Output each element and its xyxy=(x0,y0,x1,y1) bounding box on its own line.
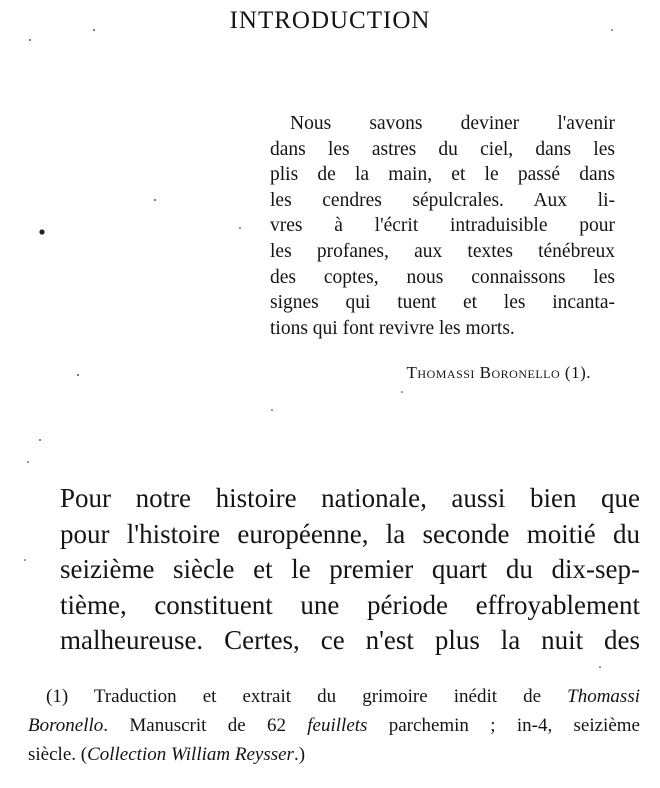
footnote-italic: Boronello xyxy=(28,715,104,736)
epigraph-line: plis de la main, et le passé dans xyxy=(270,164,615,186)
epigraph-line: les profanes, aux textes ténébreux xyxy=(270,240,615,262)
ink-speck xyxy=(401,391,403,393)
chapter-heading: INTRODUCTION xyxy=(229,7,431,34)
epigraph-author: Thomassi Boronello (1). xyxy=(406,363,591,382)
ink-speck xyxy=(239,227,241,229)
footnote xyxy=(28,682,640,769)
ink-speck xyxy=(39,439,41,441)
epigraph-line: tions qui font revivre les morts. xyxy=(270,317,515,339)
body-line: Pour notre histoire nationale, aussi bien que xyxy=(60,483,640,513)
ink-speck xyxy=(29,39,31,41)
body-paragraph xyxy=(60,481,640,659)
ink-speck xyxy=(77,374,79,376)
epigraph-line: signes qui tuent et les incanta- xyxy=(270,292,615,314)
footnote-text: .) xyxy=(293,744,306,765)
body-line: pour l'histoire européenne, la seconde moitié du xyxy=(60,518,640,549)
epigraph-line: les cendres sépulcrales. Aux li- xyxy=(270,189,615,211)
footnote-italic: Collection William Reysser xyxy=(87,744,294,765)
ink-speck xyxy=(271,409,273,411)
footnote-italic: feuillets xyxy=(307,715,368,736)
epigraph-line: vres à l'écrit intraduisible pour xyxy=(270,215,615,237)
epigraph-line: dans les astres du ciel, dans les xyxy=(270,138,615,160)
ink-speck xyxy=(154,199,156,201)
footnote-text: siècle. ( xyxy=(28,744,88,765)
body-line: seizième siècle et le premier quart du dix-sep- xyxy=(60,554,640,584)
body-line: malheureuse. Certes, ce n'est plus la nuit des xyxy=(60,625,640,655)
epigraph-line: Nous savons deviner l'avenir xyxy=(290,113,615,134)
footnote-text: parchemin ; in-4, seizième xyxy=(367,715,640,736)
body-line: tième, constituent une période effroyablement xyxy=(60,589,640,620)
ink-speck xyxy=(27,461,29,463)
epigraph xyxy=(270,111,615,341)
epigraph-line: des coptes, nous connaissons les xyxy=(270,266,615,288)
footnote-line xyxy=(28,740,640,769)
ink-speck xyxy=(39,229,44,234)
footnote-line xyxy=(28,711,640,740)
footnote-text: (1) Traduction et extrait du grimoire inédit de xyxy=(46,686,568,707)
footnote-italic: Thomassi xyxy=(567,686,640,707)
footnote-text: . Manuscrit de 62 xyxy=(103,715,308,736)
ink-speck xyxy=(24,559,26,561)
ink-speck xyxy=(599,666,601,668)
footnote-line xyxy=(28,682,640,711)
